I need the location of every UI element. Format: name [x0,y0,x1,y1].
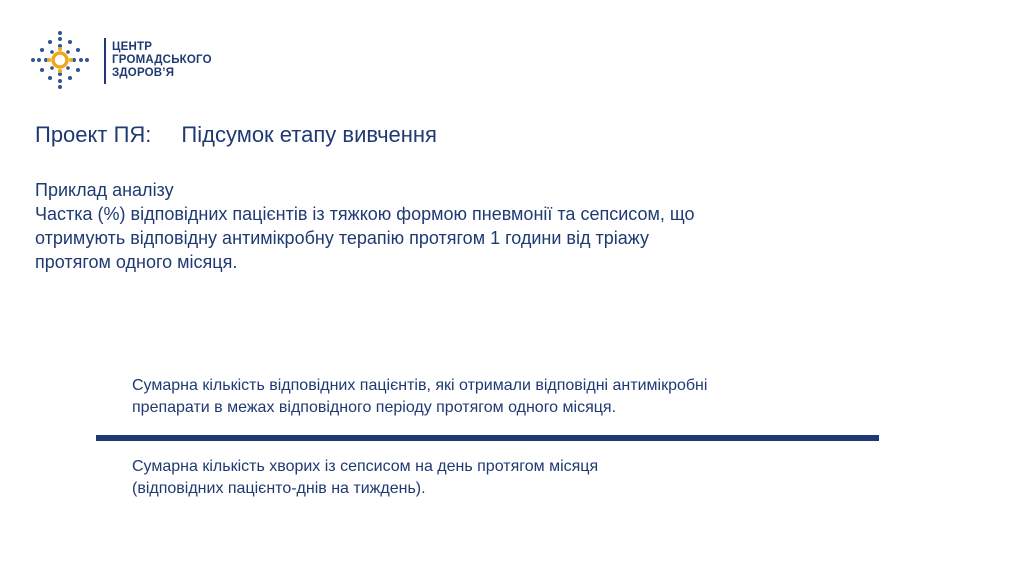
intro-line-2: Частка (%) відповідних пацієнтів із тяжкою формою пневмонії та сепсисом, що [35,204,695,224]
denominator-line-1: Сумарна кількість хворих із сепсисом на день протягом місяця [132,458,599,475]
title-main: Підсумок етапу вивчення [181,122,437,147]
public-health-center-logo-icon [30,30,90,90]
intro-line-3: отримують відповідну антимікробну терапію протягом 1 години від тріажу [35,228,649,248]
org-name-line-2: ГРОМАДСЬКОГО [112,54,212,66]
numerator-line-1: Сумарна кількість відповідних пацієнтів, які отримали відповідні антимікробні [132,377,708,394]
denominator-text [132,456,852,500]
numerator-line-2: препарати в межах відповідного періоду протягом одного місяця. [132,399,617,416]
numerator-text [132,375,852,419]
slide-title [35,122,437,148]
intro-line-1: Приклад аналізу [35,180,174,200]
org-name [112,41,212,80]
denominator-line-2: (відповідних пацієнто-днів на тиждень). [132,480,426,497]
org-name-line-3: ЗДОРОВ’Я [112,67,175,79]
org-name-line-1: ЦЕНТР [112,41,153,53]
intro-line-4: протягом одного місяця. [35,252,238,272]
title-prefix: Проект ПЯ: [35,122,152,147]
fraction-divider [96,435,879,441]
logo-divider [104,38,106,84]
intro-text [35,178,835,274]
